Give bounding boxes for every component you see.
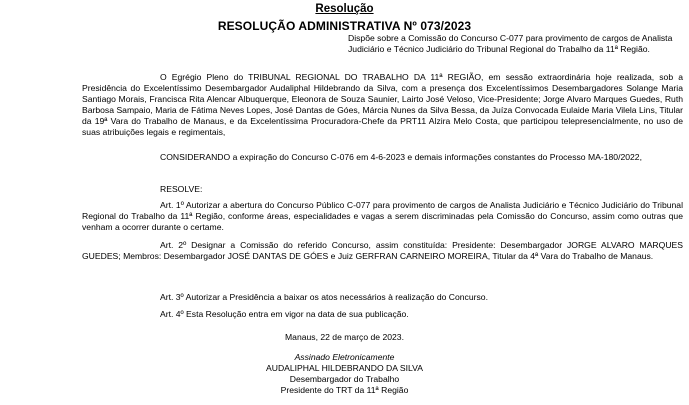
signature-block (0, 352, 689, 396)
section-label: Resolução (315, 3, 374, 15)
article-1: Art. 1º Autorizar a abertura do Concurso Público C-077 para provimento de cargos de Analista Judiciário e Técnico Judiciário do Tribunal Regional do Trabalho da 11ª Região, conforme áreas, especialidades e vagas a serem discriminadas pela Comissão do Concurso, assim como outras que venham a ocorrer durante o certame. (82, 200, 683, 232)
signature-note: Assinado Eletronicamente (294, 352, 395, 362)
resolve-heading: RESOLVE: (160, 184, 203, 194)
date-line: Manaus, 22 de março de 2023. (285, 332, 404, 342)
preamble-paragraph: O Egrégio Pleno do TRIBUNAL REGIONAL DO TRABALHO DA 11ª REGIÃO, em sessão extraordinária hoje realizada, sob a Presidência do Excelentíssimo Desembargador Audaliphal Hildebrando da Silva, com a presença dos Excelentíssimos Desembargadores Solange Maria Santiago Morais, Francisca Rita Alencar Albuquerque, Eleonora de Souza Saunier, Lairto José Veloso, Vice-Presidente; Jorge Alvaro Marques Guedes, Ruth Barbosa Sampaio, Maria de Fátima Neves Lopes, José Dantas de Góes, Márcia Nunes da Silva Bessa, da Juíza Convocada Eulaide Maria Vilela Lins, Titular da 19ª Vara do Trabalho de Manaus, e da Excelentíssima Procuradora-Chefe da PRT11 Alzira Melo Costa, que participou telepresencialmente, no uso de suas atribuições legais e regimentais, (82, 72, 683, 137)
ementa-summary: Dispõe sobre a Comissão do Concurso C-077 para provimento de cargos de Analista Judiciário e Técnico Judiciário do Tribunal Regional do Trabalho da 11ª Região. (348, 33, 673, 54)
signer-name: AUDALIPHAL HILDEBRANDO DA SILVA (266, 363, 423, 373)
signer-role: Desembargador do Trabalho (289, 374, 400, 384)
document-title: RESOLUÇÃO ADMINISTRATIVA Nº 073/2023 (217, 19, 472, 33)
article-3: Art. 3º Autorizar a Presidência a baixar os atos necessários à realização do Concurso. (160, 292, 488, 302)
signer-position: Presidente do TRT da 11ª Região (280, 385, 409, 395)
considerando-paragraph: CONSIDERANDO a expiração do Concurso C-076 em 4-6-2023 e demais informações constantes do Processo MA-180/2022, (160, 152, 642, 162)
article-2: Art. 2º Designar a Comissão do referido Concurso, assim constituída: Presidente: Desembargador JORGE ALVARO MARQUES GUEDES; Membros: Desembargador JOSÉ DANTAS DE GÓES e Juiz GERFRAN CARNEIRO MOREIRA, Titular da 4ª Vara do Trabalho de Manaus. (82, 240, 683, 261)
article-4: Art. 4º Esta Resolução entra em vigor na data de sua publicação. (160, 309, 409, 319)
